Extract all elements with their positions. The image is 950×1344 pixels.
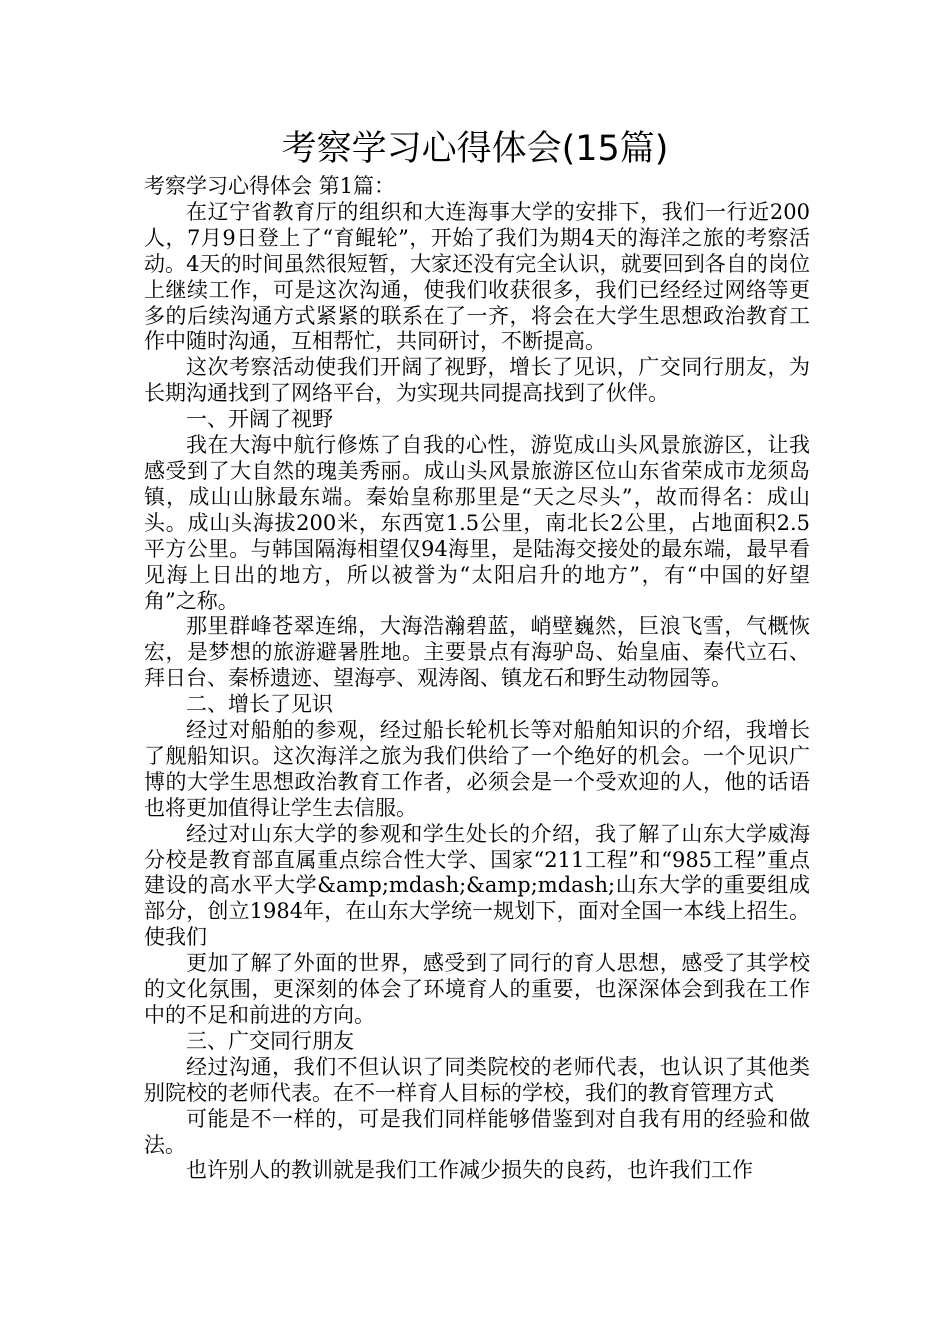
paragraph: 更加了解了外面的世界，感受到了同行的育人思想，感受了其学校的文化氛围，更深刻的体会了环境育人的重要，也深深体会到我在工作中的不足和前进的方向。 [144, 951, 810, 1027]
paragraph: 经过对山东大学的参观和学生处长的介绍，我了解了山东大学威海分校是教育部直属重点综合性大学、国家“211工程”和“985工程”重点建设的高水平大学&amp;mdash;&amp;mdash;山东大学的重要组成部分，创立1984年，在山东大学统一规划下，面对全国一本线上招生。使我们 [144, 821, 810, 950]
paragraph: 那里群峰苍翠连绵，大海浩瀚碧蓝，峭壁巍然，巨浪飞雪，气概恢宏，是梦想的旅游避暑胜地。主要景点有海驴岛、始皇庙、秦代立石、拜日台、秦桥遗迹、望海亭、观涛阁、镇龙石和野生动物园等。 [144, 614, 810, 691]
paragraph: 经过沟通，我们不但认识了同类院校的老师代表，也认识了其他类别院校的老师代表。在不一样育人目标的学校，我们的教育管理方式 [144, 1054, 810, 1105]
paragraph: 可能是不一样的，可是我们同样能够借鉴到对自我有用的经验和做法。 [144, 1106, 810, 1157]
paragraph: 在辽宁省教育厅的组织和大连海事大学的安排下，我们一行近200人，7月9日登上了“育鲲轮”，开始了我们为期4天的海洋之旅的考察活动。4天的时间虽然很短暂，大家还没有完全认识，就要回到各自的岗位上继续工作，可是这次沟通，使我们收获很多，我们已经经过网络等更多的后续沟通方式紧紧的联系在了一齐，将会在大学生思想政治教育工作中随时沟通，互相帮忙，共同研讨，不断提高。 [144, 199, 810, 354]
paragraph: 这次考察活动使我们开阔了视野，增长了见识，广交同行朋友，为长期沟通找到了网络平台，为实现共同提高找到了伙伴。 [144, 355, 810, 406]
document-body [144, 174, 810, 1184]
paragraph: 我在大海中航行修炼了自我的心性，游览成山头风景旅游区，让我感受到了大自然的瑰美秀丽。成山头风景旅游区位山东省荣成市龙须岛镇，成山山脉最东端。秦始皇称那里是“天之尽头”，故而得名：成山头。成山头海拔200米，东西宽1.5公里，南北长2公里，占地面积2.5平方公里。与韩国隔海相望仅94海里，是陆海交接处的最东端，最早看见海上日出的地方，所以被誉为“太阳启升的地方”，有“中国的好望角”之称。 [144, 433, 810, 613]
section-heading: 考察学习心得体会 第1篇： [144, 174, 396, 198]
paragraph: 经过对船舶的参观，经过船长轮机长等对船舶知识的介绍，我增长了舰船知识。这次海洋之旅为我们供给了一个绝好的机会。一个见识广博的大学生思想政治教育工作者，必须会是一个受欢迎的人，他的话语也将更加值得让学生去信服。 [144, 718, 810, 820]
subsection-heading: 三、广交同行朋友 [186, 1028, 354, 1053]
subsection-heading: 一、开阔了视野 [186, 407, 333, 432]
document-title: 考察学习心得体会(15篇) [281, 129, 669, 169]
subsection-heading: 二、增长了见识 [186, 692, 333, 717]
paragraph: 也许别人的教训就是我们工作减少损失的良药，也许我们工作 [186, 1158, 753, 1183]
